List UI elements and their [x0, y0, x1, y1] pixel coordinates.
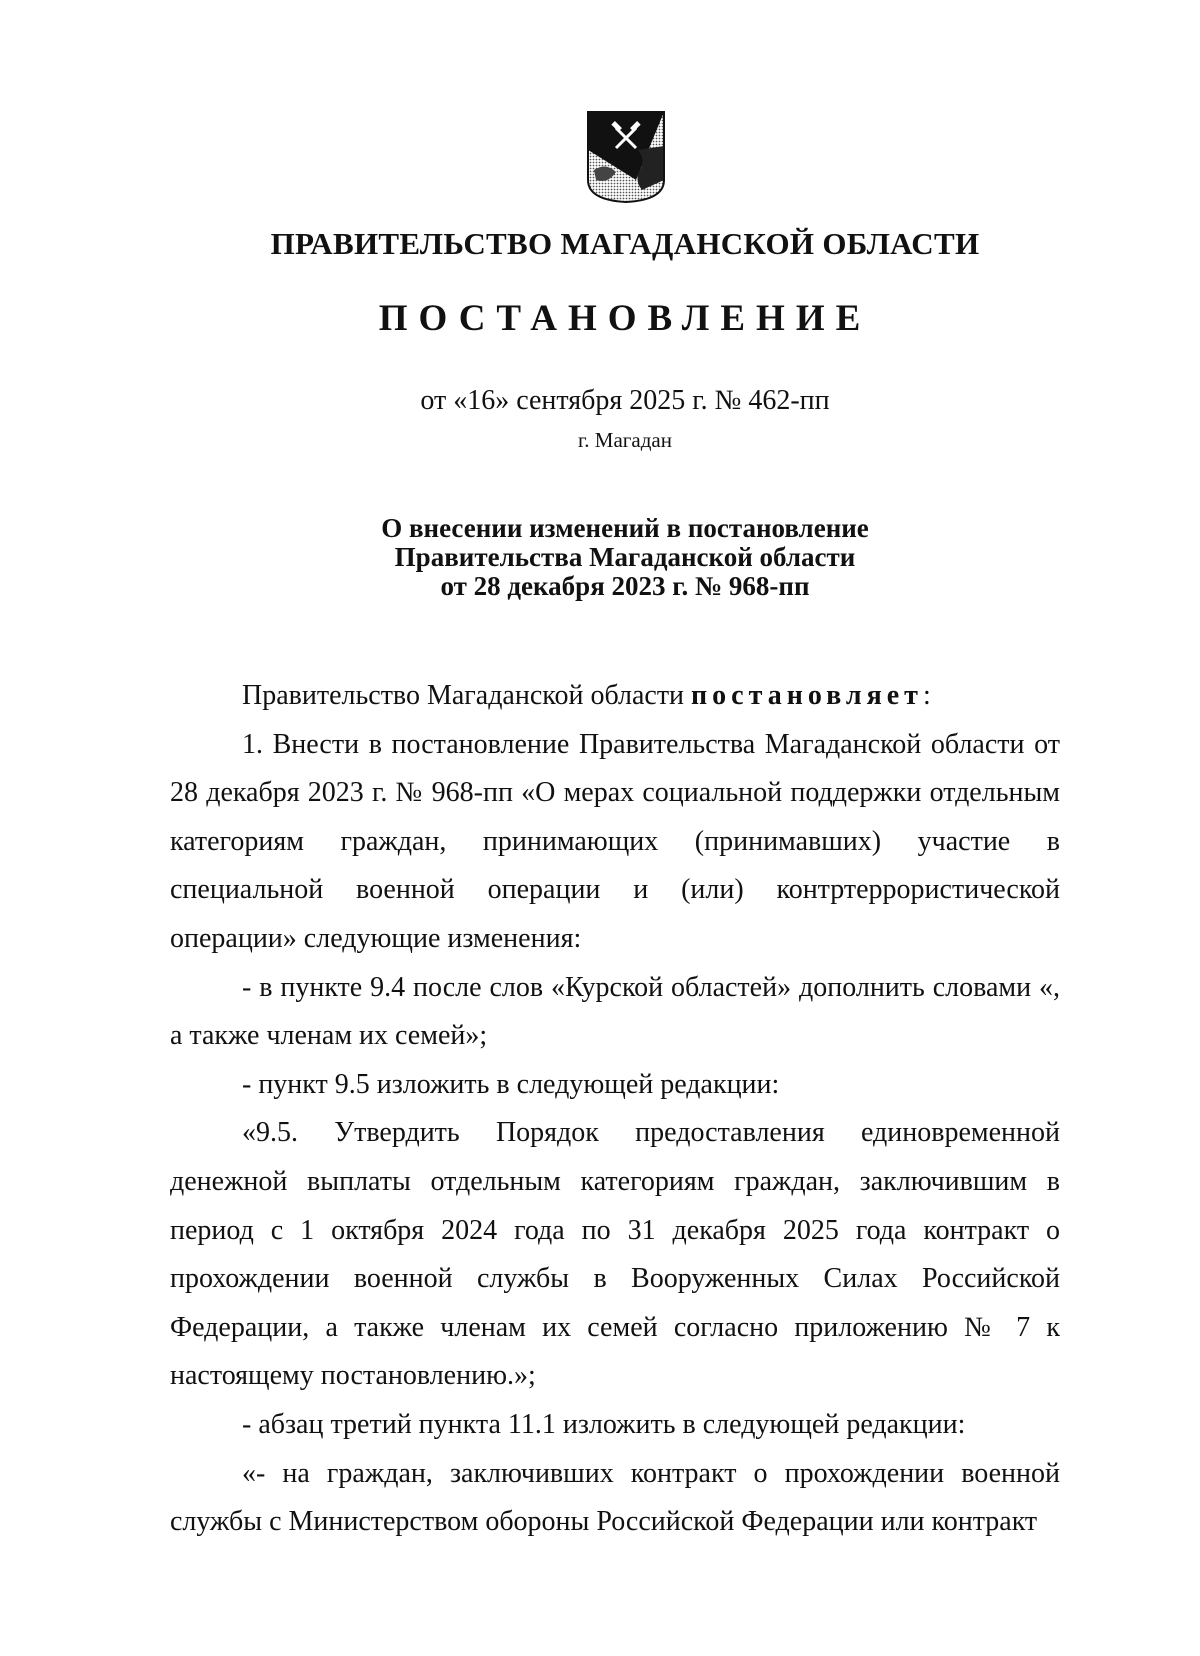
document-subject [0, 514, 1200, 601]
document-city: г. Магадан [578, 428, 672, 452]
document-body [170, 672, 1060, 1547]
document-date-number: от «16» сентября 2025 г. № 462-пп [420, 385, 830, 416]
paragraph: «- на граждан, заключивших контракт о прохождении военной службы с Министерством обороны Российской Федерации или контракт [170, 1457, 1060, 1538]
preamble-tail: : [922, 680, 931, 711]
subject-line-1: О внесении изменений в постановление [381, 513, 869, 543]
subject-line-2: Правительства Магаданской области [394, 542, 856, 572]
paragraph: - в пункте 9.4 после слов «Курской областей» дополнить словами «, а также членам их семей»; [170, 971, 1060, 1052]
document-type: ПОСТАНОВЛЕНИЕ [378, 298, 872, 339]
coat-of-arms-icon [586, 110, 666, 204]
preamble-lead: Правительство Магаданской области [242, 680, 692, 711]
subject-line-3: от 28 декабря 2023 г. № 968-пп [440, 571, 810, 601]
paragraph: - абзац третий пункта 11.1 изложить в следующей редакции: [242, 1408, 966, 1440]
government-title: ПРАВИТЕЛЬСТВО МАГАДАНСКОЙ ОБЛАСТИ [270, 226, 980, 261]
preamble-keyword: постановляет [691, 680, 923, 711]
paragraph: 1. Внести в постановление Правительства Магаданской области от 28 декабря 2023 г. № 968-пп «О мерах социальной поддержки отдельным категориям граждан, принимающих (принимавших) участие в специальной военной операции и (или) контртеррористической операции» следующие изменения: [170, 728, 1060, 954]
paragraph: - пункт 9.5 изложить в следующей редакции: [242, 1068, 780, 1100]
preamble [170, 672, 1060, 721]
paragraph: «9.5. Утвердить Порядок предоставления единовременной денежной выплаты отдельным категориям граждан, заключившим в период с 1 октября 2024 года по 31 декабря 2025 года контракт о прохождении военной службы в Вооруженных Силах Российской Федерации, а также членам их семей согласно приложению № 7 к настоящему постановлению.»; [170, 1117, 1060, 1392]
